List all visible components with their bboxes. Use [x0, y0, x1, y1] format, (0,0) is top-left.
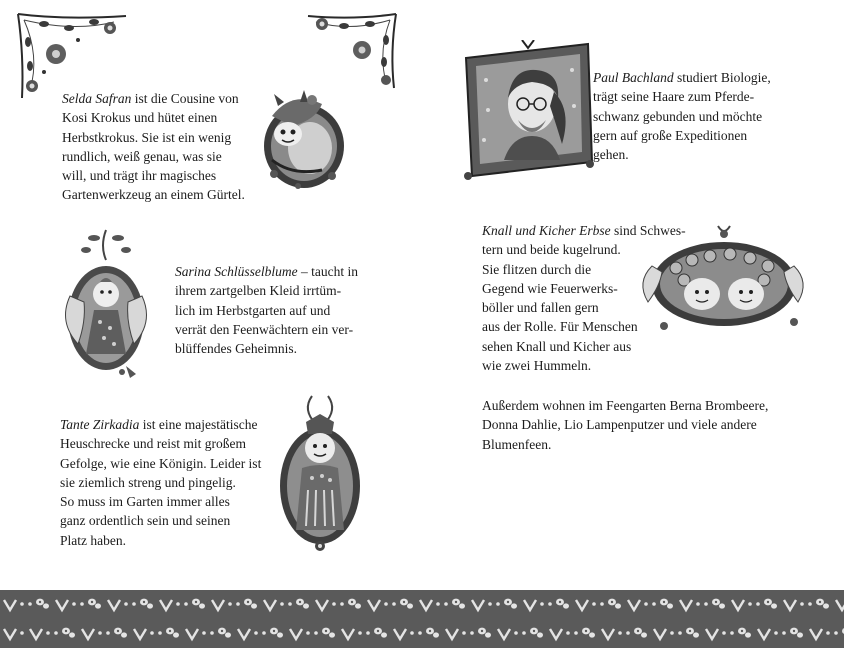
character-description-sarina — [175, 262, 375, 358]
description-line: sehen Knall und Kicher aus — [482, 338, 632, 354]
description-line: Gegend wie Feuerwerks- — [482, 280, 618, 296]
character-description-selda — [62, 89, 262, 205]
description-line: schwanz gebunden und möchte — [593, 108, 763, 124]
description-line: gehen. — [593, 147, 629, 163]
character-description-paul — [593, 68, 803, 164]
description-line: böller und fallen gern — [482, 300, 599, 316]
description-line: gern auf große Expeditionen — [593, 127, 748, 143]
character-name: Selda Safran — [62, 91, 132, 106]
floral-corner-ornament-icon — [304, 10, 400, 92]
description-line: wie zwei Hummeln. — [482, 358, 592, 374]
grasshopper-character-icon — [272, 394, 368, 554]
description-text: sind Schwes- — [610, 223, 686, 238]
closing-line: Blumenfeen. — [482, 436, 552, 452]
character-name: Paul Bachland — [593, 70, 674, 85]
closing-paragraph — [482, 396, 812, 454]
description-text: – taucht in — [297, 264, 358, 279]
flower-pattern-border-icon — [0, 590, 844, 648]
description-line: lich im Herbstgarten auf und — [175, 302, 331, 318]
description-line: aus der Rolle. Für Menschen — [482, 319, 638, 335]
character-description-zirkadia — [60, 415, 280, 550]
description-line: Heuschrecke und reist mit großem — [60, 436, 246, 452]
description-line: ganz ordentlich sein und seinen — [60, 513, 231, 529]
description-line: Kosi Krokus und hütet einen — [62, 110, 218, 126]
description-line: Gefolge, wie eine Königin. Leider ist — [60, 455, 262, 471]
cat-character-icon — [252, 86, 354, 192]
description-line: trägt seine Haare zum Pferde- — [593, 89, 755, 105]
closing-line: Außerdem wohnen im Feengarten Berna Brombeere, — [482, 398, 769, 413]
character-name: Knall und Kicher Erbse — [482, 223, 611, 238]
description-line: rundlich, weiß genau, was sie — [62, 148, 222, 164]
description-text: ist eine majestätische — [139, 417, 258, 432]
description-line: sie ziemlich streng und pingelig. — [60, 474, 236, 490]
character-name: Sarina Schlüsselblume — [175, 264, 298, 279]
description-line: Platz haben. — [60, 532, 126, 548]
description-line: So muss im Garten immer alles — [60, 494, 230, 510]
closing-line: Donna Dahlie, Lio Lampenputzer und viele andere — [482, 417, 757, 433]
fairy-character-icon — [56, 226, 156, 382]
description-line: verrät den Feenwächtern ein ver- — [175, 321, 354, 337]
description-text: studiert Biologie, — [673, 70, 771, 85]
bumblebee-sisters-icon — [634, 222, 812, 336]
description-line: Sie flitzen durch die — [482, 261, 592, 277]
description-line: Herbstkrokus. Sie ist ein wenig — [62, 129, 232, 145]
description-line: blüffendes Geheimnis. — [175, 341, 297, 357]
description-line: Gartenwerkzeug an einem Gürtel. — [62, 187, 245, 203]
character-name: Tante Zirkadia — [60, 417, 140, 432]
portrait-character-icon — [462, 40, 596, 182]
description-line: tern und beide kugelrund. — [482, 242, 621, 258]
description-line: ihrem zartgelben Kleid irrtüm- — [175, 283, 342, 299]
description-line: will, und trägt ihr magisches — [62, 168, 217, 184]
description-text: ist die Cousine von — [131, 91, 239, 106]
